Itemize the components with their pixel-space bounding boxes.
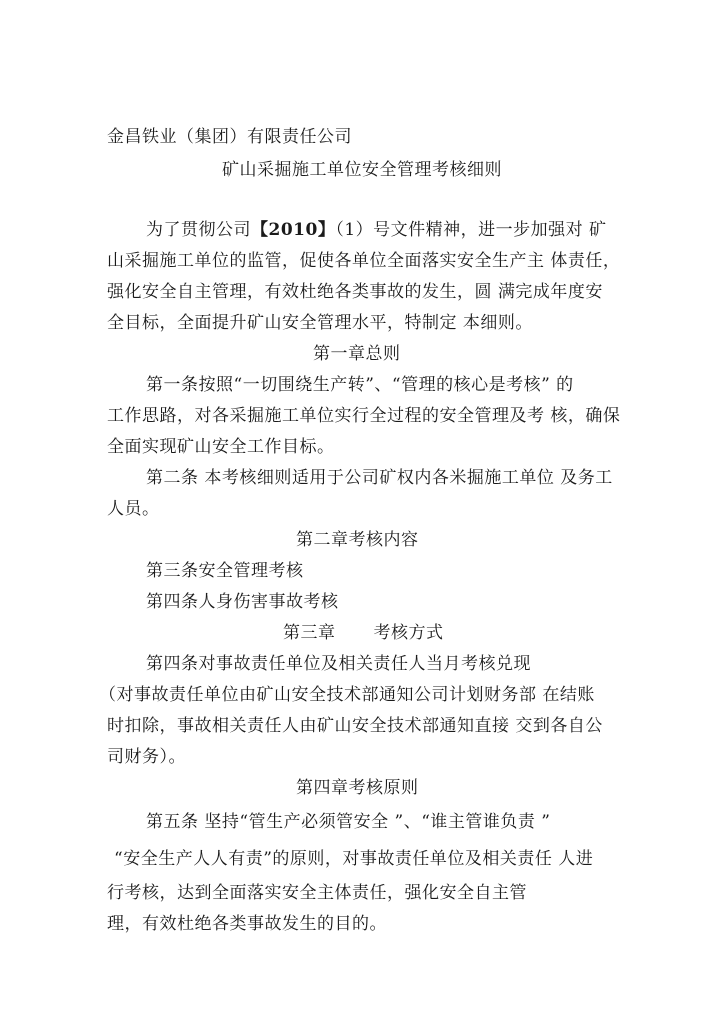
chapter-3-heading-title: 考核方式: [373, 623, 444, 643]
article-1-line-3: 全面实现矿山安全工作目标。: [107, 437, 335, 457]
intro-line-1: [146, 218, 607, 242]
document-title: 矿山采掘施工单位安全管理考核细则: [222, 160, 502, 180]
article-4-line-4: 司财务）。: [107, 747, 186, 767]
chapter-3-heading-number: 第三章: [283, 623, 336, 643]
article-5-line-3: 行考核，达到全面落实安全主体责任，强化安全自主管: [107, 883, 527, 903]
intro-doc-number: 【2010】: [251, 220, 336, 240]
chapter-2-heading: 第二章考核内容: [296, 530, 419, 550]
intro-line-1-a: 为了贯彻公司: [146, 220, 251, 240]
chapter-4-heading: 第四章考核原则: [296, 778, 419, 798]
intro-line-4: 全目标，全面提升矿山安全管理水平，特制定 本细则。: [107, 313, 533, 333]
article-3: 第三条安全管理考核: [146, 561, 304, 581]
article-5-line-1: 第五条 坚持“管生产必须管安全 ”、“谁主管谁负责 ”: [146, 812, 551, 832]
intro-line-1-c: （1）号文件精神，进一步加强对 矿: [335, 220, 607, 240]
article-2-line-2: 人员。: [107, 499, 160, 519]
intro-line-2: 山采掘施工单位的监管，促使各单位全面落实安全生产主 体责任，: [107, 251, 621, 271]
article-4-line-1: 第四条对事故责任单位及相关责任人当月考核兑现: [146, 654, 531, 674]
article-4-line-2: （对事故责任单位由矿山安全技术部通知公司计划财务部 在结账: [99, 685, 595, 705]
article-1-line-1: 第一条按照“一切围绕生产转”、“管理的核心是考核” 的: [146, 375, 574, 395]
article-4-injury: 第四条人身伤害事故考核: [146, 592, 339, 612]
article-2-line-1: 第二条 本考核细则适用于公司矿权内各米掘施工单位 及务工: [146, 468, 613, 488]
chapter-3-heading: [283, 621, 444, 645]
article-5-line-2: “安全生产人人有责”的原则，对事故责任单位及相关责任 人进: [114, 849, 594, 869]
intro-line-3: 强化安全自主管理，有效杜绝各类事故的发生，圆 满完成年度安: [107, 282, 603, 302]
company-name: 金昌铁业（集团）有限责任公司: [107, 127, 352, 147]
chapter-1-heading: 第一章总则: [313, 344, 401, 364]
article-1-line-2: 工作思路，对各采掘施工单位实行全过程的安全管理及考 核，确保: [107, 406, 621, 426]
article-5-line-4: 理，有效杜绝各类事故发生的目的。: [107, 914, 387, 934]
article-4-line-3: 时扣除，事故相关责任人由矿山安全技术部通知直接 交到各自公: [107, 716, 603, 736]
